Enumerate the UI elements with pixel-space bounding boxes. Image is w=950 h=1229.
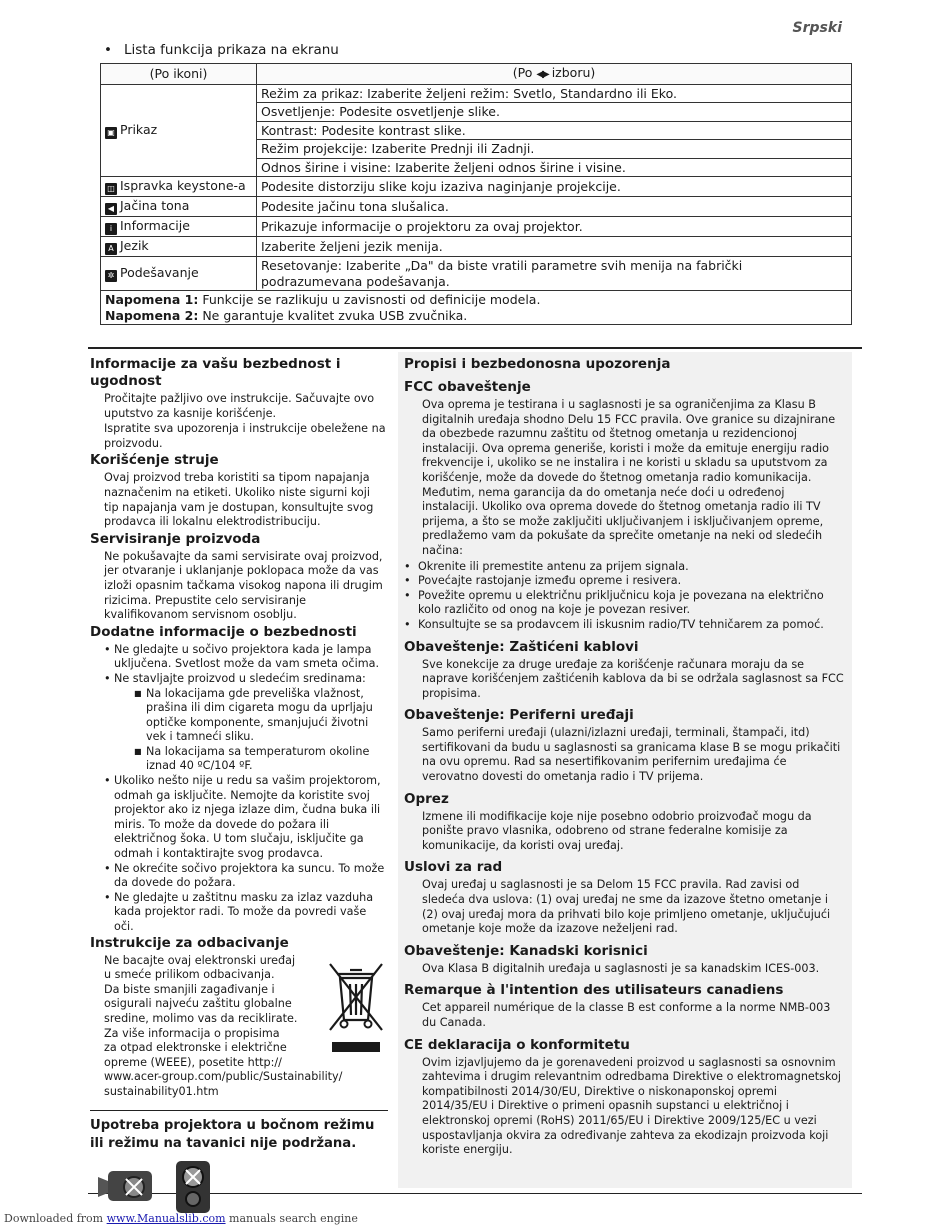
fcc-title: FCC obaveštenje [404, 379, 531, 395]
table-cell: Resetovanje: Izaberite „Da" da biste vratili parametre svih menija na fabrički podrazumevana podešavanja. [257, 257, 852, 291]
paragraph: Ova Klasa B digitalnih uređaja u saglasnosti je sa kanadskim ICES-003. [422, 961, 820, 975]
left-column [90, 356, 388, 1221]
disposal-block: Ne bacajte ovaj elektronski uređaj u smeće prilikom odbacivanja. Da biste smanjili zagađivanje i osigurali najveću zaštitu globalne sredine, molimo vas da reciklirate. Za više informacija o propisima za otpad elektronske i električne opreme (WEEE), posetite http:// www.acer-group.com/public/Sustainability/ sustainability01.htm [90, 954, 388, 1100]
power-title: Korišćenje struje [90, 452, 219, 469]
right-column [404, 356, 844, 1159]
table-cell: Podesite distorziju slike koju izaziva naginjanje projekcije. [257, 177, 852, 197]
display-icon: ▣ [105, 127, 117, 139]
language-icon: A [105, 243, 117, 255]
divider [90, 1110, 388, 1111]
paragraph: Cet appareil numérique de la classe B est conforme a la norme NMB-003 du Canada. [422, 1001, 831, 1029]
list-item: • Konsultujte se sa prodavcem ili iskusnim radio/TV tehničarem za pomoć. [404, 618, 844, 633]
list-item: • Povežite opremu u električnu priključnicu koja je povezana na električno kolo različito od onog na koje je povezan resiver. [404, 589, 844, 618]
peripherals-title: Obaveštenje: Periferni uređaji [404, 707, 634, 724]
paragraph: Samo periferni uređaji (ulazni/izlazni uređaji, terminali, štampači, itd) sertifikovani da budu u saglasnosti sa granicama klase B se mogu prikačiti na ovu opremu. Rad sa nesertifikovanim perifernim uređajima će verovatno dovesti do ometanja radio i TV prijema. [422, 726, 841, 784]
table-cell: Prikazuje informacije o projektoru za ovaj projektor. [257, 217, 852, 237]
intro-bullet: • Lista funkcija prikaza na ekranu [104, 42, 339, 58]
regulations-title: Propisi i bezbedonosna upozorenja [404, 356, 671, 372]
table-row [101, 177, 852, 197]
unsupported-orientation-icons [90, 1157, 330, 1217]
table-notes-row [101, 291, 852, 325]
list-item: • Ne okrećite sočivo projektora ka suncu. To može da dovede do požara. [104, 862, 388, 891]
table-notes: Napomena 1: Funkcije se razlikuju u zavisnosti od definicije modela. Napomena 2: Ne garantuje kvalitet zvuka USB zvučnika. [101, 291, 852, 325]
table-cell: Kontrast: Podesite kontrast slike. [257, 121, 852, 140]
paragraph: Ispratite sva upozorenja i instrukcije obeležene na proizvodu. [104, 422, 386, 450]
french-canadian-title: Remarque à l'intention des utilisateurs canadiens [404, 982, 784, 999]
paragraph: Ova oprema je testirana i u saglasnosti je sa ograničenjima za Klasu B digitalnih uređaja shodno Delu 15 FCC pravila. Ove granice su dizajnirane da obezbede razumnu zaštitu od štetnog ometanja u rezidencionoj instalaciji. Ova oprema generiše, koristi i može da emituje energiju radio frekvencije i, ukoliko se ne instalira i ne koristi u skladu sa uputstvom za korišćenje, može da dovede do štetnog ometanja radio komunikacija. Međutim, nema garancija da do ometanja neće doći u određenoj instalaciji. Ukoliko ova oprema dovede do štetnog ometanja radio ili TV prijema, a što se može zaključiti uključivanjem i isključivanjem opreme, predlažemo vam da pokušate da sprečite ometanje na neki od sledećih načina: [422, 398, 836, 557]
extra-safety-title: Dodatne informacije o bezbednosti [90, 623, 357, 640]
table-header-select-col: (Po ◀▶ izboru) [257, 64, 852, 85]
ceiling-mode-projector-icon [176, 1161, 210, 1213]
side-mode-projector-icon [98, 1171, 152, 1201]
disposal-title: Instrukcije za odbacivanje [90, 934, 289, 951]
volume-icon: ◀ [105, 203, 117, 215]
manualslib-link[interactable]: www.Manualslib.com [106, 1212, 226, 1225]
table-cell: Režim za prikaz: Izaberite željeni režim: Svetlo, Standardno ili Eko. [257, 84, 852, 103]
settings-gear-icon: ✲ [105, 270, 117, 282]
table-header-icon-col: (Po ikoni) [101, 64, 257, 85]
ce-declaration-title: CE deklaracija o konformitetu [404, 1036, 630, 1053]
table-row [101, 217, 852, 237]
table-cell: Izaberite željeni jezik menija. [257, 237, 852, 257]
section-divider-top [88, 347, 862, 349]
table-cell: Odnos širine i visine: Izaberite željeni odnos širine i visine. [257, 158, 852, 177]
list-item: ■ Na lokacijama sa temperaturom okoline iznad 40 ºC/104 ºF. [134, 745, 388, 774]
caution-title: Oprez [404, 790, 449, 807]
fcc-list [404, 560, 844, 633]
row-label-prikaz: ▣ Prikaz [101, 84, 257, 177]
left-right-arrows-icon: ◀▶ [536, 69, 548, 80]
safety-list [90, 643, 388, 935]
table-cell: Režim projekcije: Izaberite Prednji ili Zadnji. [257, 140, 852, 159]
row-label-keystone: ◫ Ispravka keystone-a [101, 177, 257, 197]
list-item: • Ne stavljajte proizvod u sledećim sredinama: ■ Na lokacijama gde preveliška vlažnost, prašina ili dim cigareta mogu da uprljaju optičke komponente, smanjujući životni vek i tamneći sliku. ■ Na lokacijama sa temperaturom okoline iznad 40 ºC/104 ºF. [104, 672, 388, 774]
row-label-volume: ◀ Jačina tona [101, 197, 257, 217]
info-icon: i [105, 223, 117, 235]
paragraph: Ovaj uređaj u saglasnosti je sa Delom 15 FCC pravila. Rad zavisi od sledeća dva uslova: (1) ovaj uređaj ne sme da izazove štetno ometanje i (2) ovaj uređaj mora da prihvati bilo koje primljeno ometanje, uključujući ometanje koje može da izazove neželjeni rad. [422, 878, 831, 936]
list-item: • Povećajte rastojanje između opreme i resivera. [404, 574, 844, 589]
display-function-table [100, 63, 852, 325]
table-cell: Podesite jačinu tona slušalica. [257, 197, 852, 217]
table-row [101, 257, 852, 291]
canadian-users-title: Obaveštenje: Kanadski korisnici [404, 942, 648, 959]
page-language: Srpski [792, 20, 842, 36]
paragraph: Izmene ili modifikacije koje nije posebno odobrio proizvođač mogu da ponište pravo vlasnika, odobreno od strane federalne komisije za komunikacije, da koristi ovaj uređaj. [422, 809, 812, 852]
list-item: • Okrenite ili premestite antenu za prijem signala. [404, 560, 844, 575]
paragraph: Pročitajte pažljivo ove instrukcije. Sačuvajte ovo uputstvo za kasnije korišćenje. [104, 392, 375, 420]
footer: Downloaded from www.Manualslib.com manuals search engine [4, 1212, 358, 1225]
mounting-note: Upotreba projektora u bočnom režimu ili režimu na tavanici nije podržana. [90, 1117, 375, 1151]
table-row [101, 197, 852, 217]
paragraph: Ovaj proizvod treba koristiti sa tipom napajanja naznačenim na etiketi. Ukoliko niste sigurni koji tip napajanja vam je dostupan, konsultujte svog prodavca ili lokalnu elektrodistribuciju. [104, 471, 374, 529]
list-item: • Ne gledajte u sočivo projektora kada je lampa uključena. Svetlost može da vam smeta očima. [104, 643, 388, 672]
service-title: Servisiranje proizvoda [90, 530, 261, 547]
paragraph: Ovim izjavljujemo da je gorenavedeni proizvod u saglasnosti sa osnovnim zahtevima i drugim relevantnim odredbama Direktive o elektromagnetskoj kompatibilnosti 2014/30/EU, Direktive o niskonaponskoj opremi 2014/35/EU i Direktive o primeni opasnih supstanci u električnoj i elektronskoj opremi (RoHS) 2011/65/EU i Direktive 2009/125/EC u vezi uspostavljanja okvira za određivanje zahteva za ekodizajn proizvoda koji koriste energiju. [422, 1055, 842, 1157]
row-label-language: A Jezik [101, 237, 257, 257]
paragraph: Ne pokušavajte da sami servisirate ovaj proizvod, jer otvaranje i uklanjanje poklopaca može da vas izloži opasnim tačkama visokog napona ili drugim rizicima. Prepustite celo servisiranje kvalifikovanom servisnom osoblju. [104, 549, 383, 622]
row-label-info: i Informacije [101, 217, 257, 237]
keystone-icon: ◫ [105, 183, 117, 195]
paragraph: Sve konekcije za druge uređaje za korišćenje računara moraju da se naprave korišćenjem zaštićenih kablova da bi se održala saglasnost sa FCC propisima. [422, 657, 844, 700]
weee-crossed-bin-icon [326, 960, 386, 1052]
environment-sublist [114, 687, 388, 775]
list-item: ■ Na lokacijama gde preveliška vlažnost, prašina ili dim cigareta mogu da uprljaju optičke komponente, smanjujući životni vek i tamneći sliku. [134, 687, 388, 745]
list-item: • Ukoliko nešto nije u redu sa vašim projektorom, odmah ga isključite. Nemojte da koristite svoj projektor ako iz njega izlaze dim, čudna buka ili miris. To može da dovede do požara ili električnog šoka. U tom slučaju, isključite ga odmah i kontaktirajte svog prodavca. [104, 774, 388, 862]
list-item: • Ne gledajte u zaštitnu masku za izlaz vazduha kada projektor radi. To može da povredi vaše oči. [104, 891, 388, 935]
table-cell: Osvetljenje: Podesite osvetljenje slike. [257, 103, 852, 122]
table-row [101, 237, 852, 257]
safety-title: Informacije za vašu bezbednost i ugodnost [90, 356, 341, 389]
row-label-settings: ✲ Podešavanje [101, 257, 257, 291]
operating-conditions-title: Uslovi za rad [404, 859, 503, 876]
shielded-cables-title: Obaveštenje: Zaštićeni kablovi [404, 638, 639, 655]
table-row [101, 84, 852, 103]
